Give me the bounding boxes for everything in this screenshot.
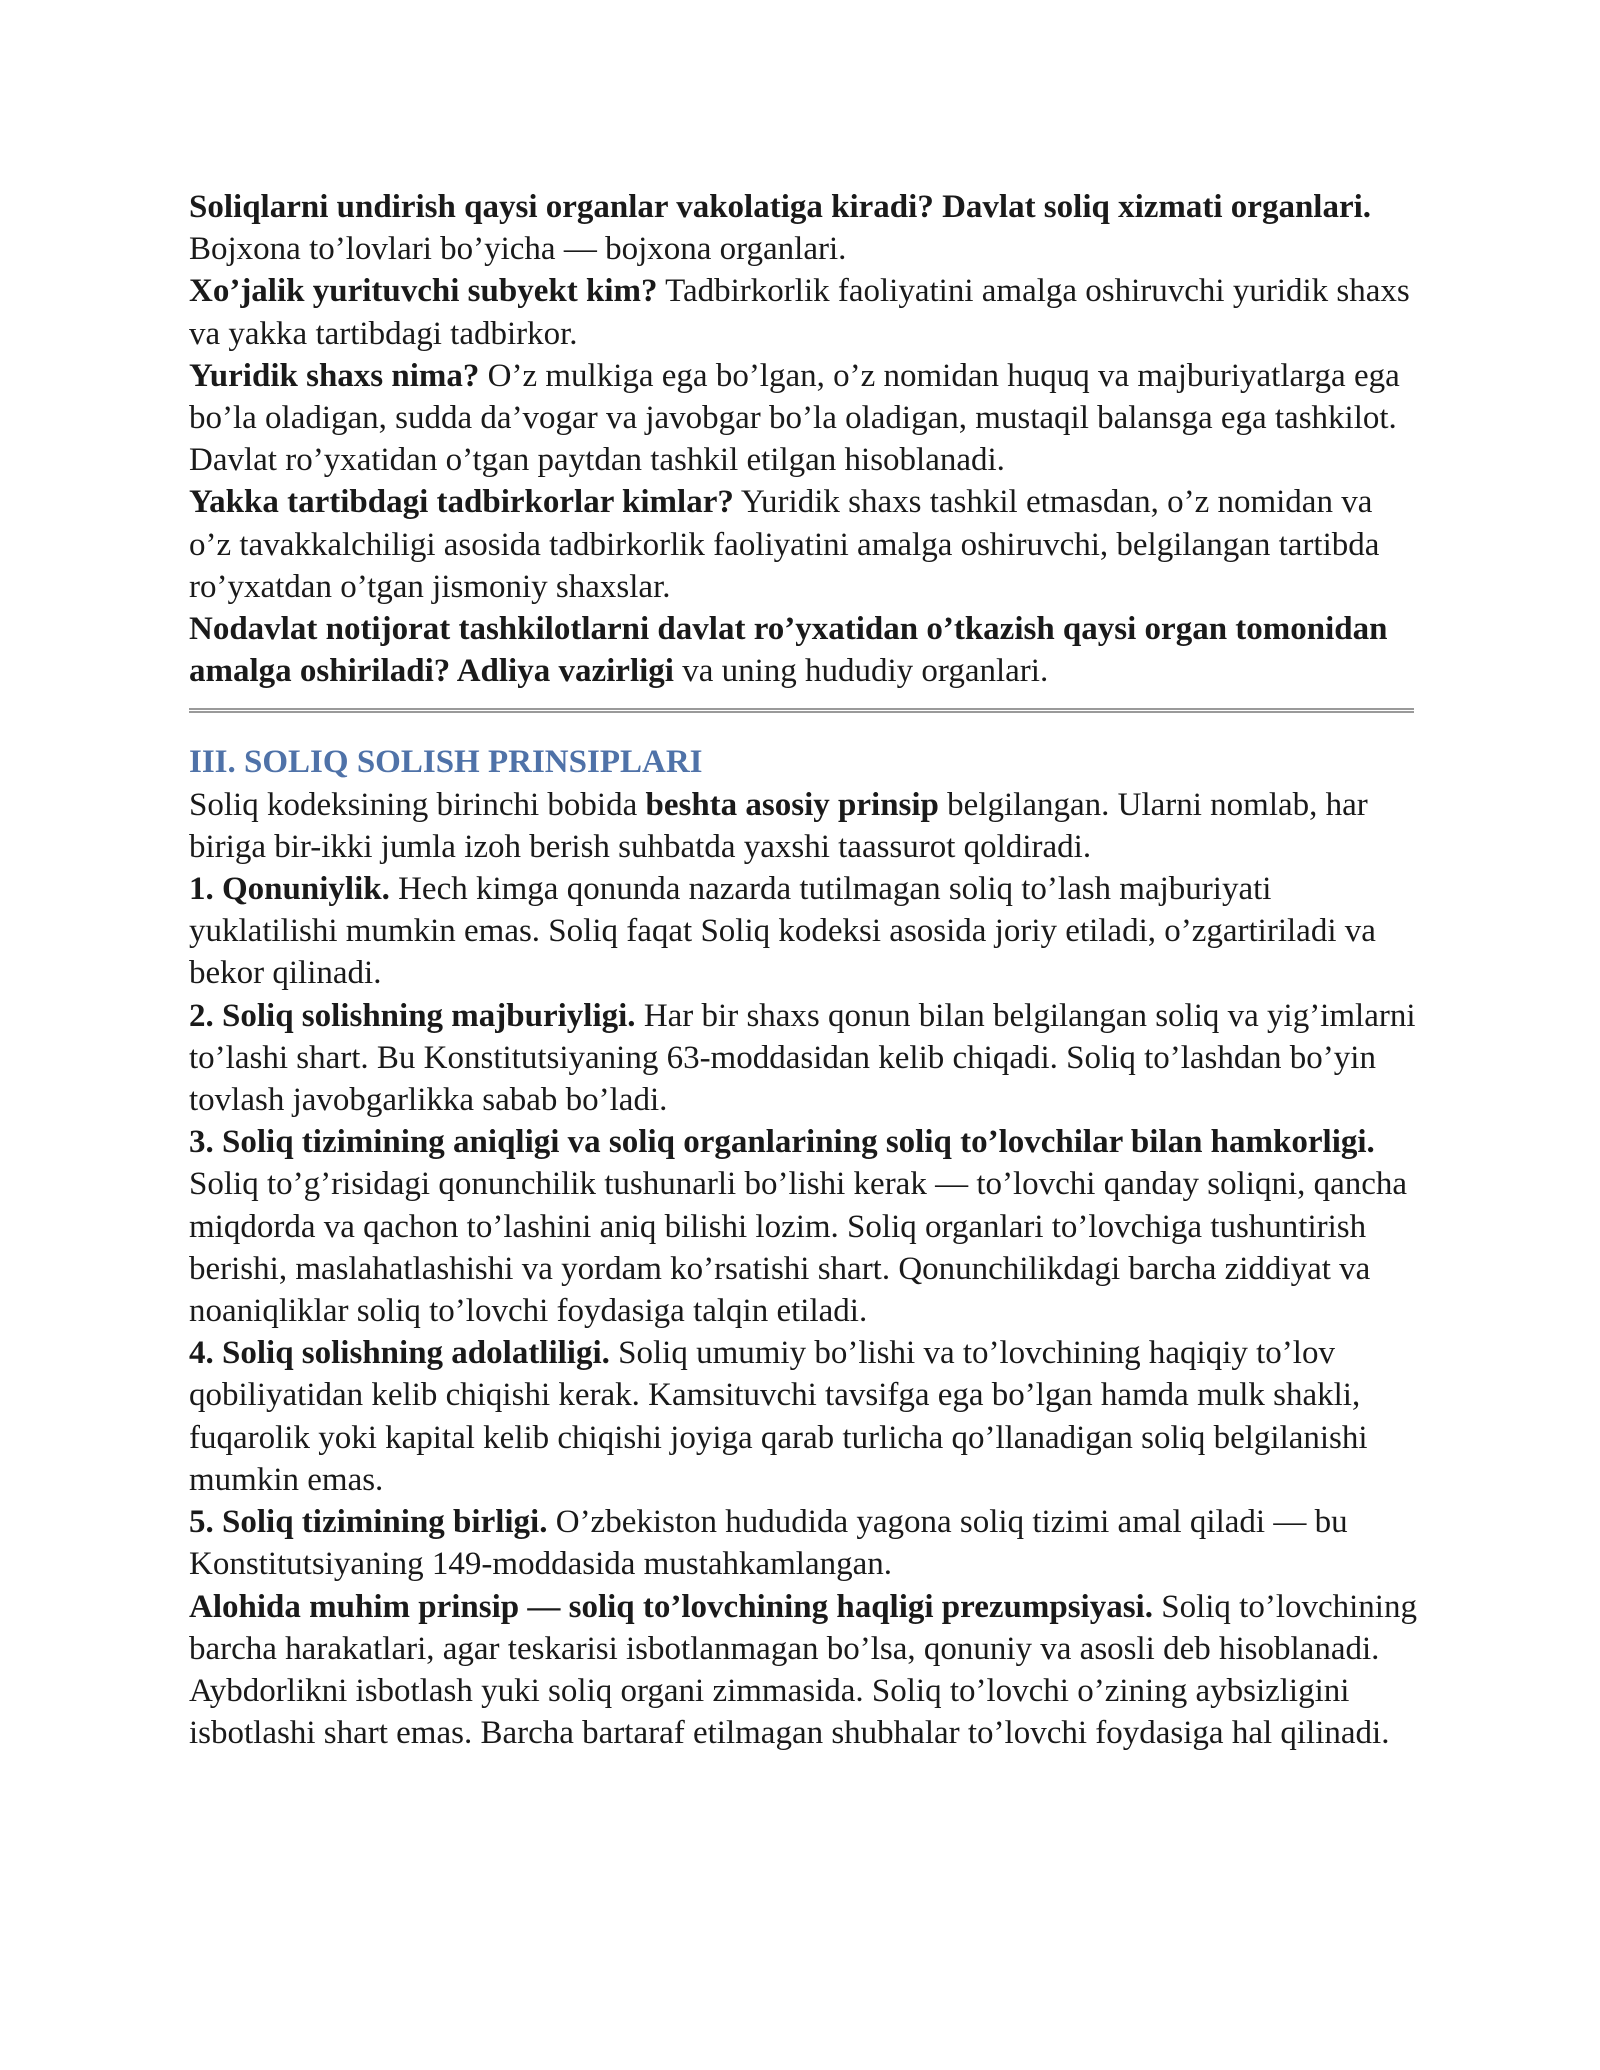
principle-item bbox=[189, 1501, 1419, 1585]
principle-text: Soliq to’lovchining barcha harakatlari, agar teskarisi isbotlanmagan bo’lsa, qonuniy va asosli deb hisoblanadi. Aybdorlikni isbotlash yuki soliq organi zimmasida. Soliq to’lovchi o’zining aybsizligini isbotlashi shart emas. Barcha bartaraf etilmagan shubhalar to’lovchi foydasiga hal qilinadi. bbox=[189, 1588, 1417, 1752]
principle-title: 5. Soliq tizimining birligi. bbox=[189, 1504, 548, 1541]
qa-question: Yakka tartibdagi tadbirkorlar kimlar? bbox=[189, 484, 734, 521]
qa-item bbox=[189, 608, 1419, 692]
principle-item bbox=[189, 1586, 1419, 1755]
qa-item bbox=[189, 481, 1419, 608]
section-heading: III. SOLIQ SOLISH PRINSIPLARI bbox=[189, 744, 703, 781]
principle-item bbox=[189, 1332, 1419, 1501]
principle-title: 1. Qonuniylik. bbox=[189, 871, 390, 908]
qa-question: Yuridik shaxs nima? bbox=[189, 357, 480, 394]
document-page bbox=[189, 186, 1419, 1754]
principle-text: O’zbekiston hududida yagona soliq tizimi amal qiladi — bu Konstitutsiyaning 149-moddasida mustahkamlangan. bbox=[189, 1504, 1348, 1583]
qa-answer: Tadbirkorlik faoliyatini amalga oshiruvchi yuridik shaxs va yakka tartibdagi tadbirkor. bbox=[189, 273, 1410, 352]
principle-title: 3. Soliq tizimining aniqligi va soliq organlarining soliq to’lovchilar bilan hamkorligi. bbox=[189, 1124, 1375, 1161]
qa-answer: Bojxona to’lovlari bo’yicha — bojxona organlari. bbox=[189, 231, 847, 268]
qa-answer: O’z mulkiga ega bo’lgan, o’z nomidan huquq va majburiyatlarga ega bo’la oladigan, sudda da’vogar va javobgar bo’la oladigan, mustaqil balansga ega tashkilot. Davlat ro’yxatidan o’tgan paytdan tashkil etilgan hisoblanadi. bbox=[189, 357, 1400, 479]
section-divider bbox=[189, 708, 1414, 713]
principle-text: Hech kimga qonunda nazarda tutilmagan soliq to’lash majburiyati yuklatilishi mumkin emas. Soliq faqat Soliq kodeksi asosida joriy etiladi, o’zgartiriladi va bekor qilinadi. bbox=[189, 871, 1376, 992]
principle-title: 4. Soliq solishning adolatliligi. bbox=[189, 1335, 610, 1372]
principle-item bbox=[189, 995, 1419, 1122]
section-intro bbox=[189, 784, 1419, 868]
principle-text: Soliq to’g’risidagi qonunchilik tushunarli bo’lishi kerak — to’lovchi qanday soliqni, qancha miqdorda va qachon to’lashini aniq bilishi lozim. Soliq organlari to’lovchiga tushuntirish berishi, maslahatlashishi va yordam ko’rsatishi shart. Qonunchilikdagi barcha ziddiyat va noaniqliklar soliq to’lovchi foydasiga talqin etiladi. bbox=[189, 1166, 1408, 1330]
intro-emphasis: beshta asosiy prinsip bbox=[645, 786, 939, 823]
qa-answer: va uning hududiy organlari. bbox=[673, 653, 1049, 690]
intro-text: belgilangan. Ularni nomlab, har biriga bir-ikki jumla izoh berish suhbatda yaxshi taassurot qoldiradi. bbox=[189, 786, 1368, 865]
principle-title: 2. Soliq solishning majburiyligi. bbox=[189, 997, 636, 1034]
qa-question: Nodavlat notijorat tashkilotlarni davlat ro’yxatidan o’tkazish qaysi organ tomonidan amalga oshiriladi? Adliya vazirligi bbox=[189, 611, 1388, 690]
qa-item bbox=[189, 270, 1419, 354]
qa-question: Soliqlarni undirish qaysi organlar vakolatiga kiradi? Davlat soliq xizmati organlari. bbox=[189, 189, 1372, 225]
principle-text: Har bir shaxs qonun bilan belgilangan soliq va yig’imlarni to’lashi shart. Bu Konstitutsiyaning 63-moddasidan kelib chiqadi. Soliq to’lashdan bo’yin tovlash javobgarlikka sabab bo’ladi. bbox=[189, 997, 1416, 1119]
principle-text: Soliq umumiy bo’lishi va to’lovchining haqiqiy to’lov qobiliyatidan kelib chiqishi kerak. Kamsituvchi tavsifga ega bo’lgan hamda mulk shakli, fuqarolik yoki kapital kelib chiqishi joyiga qarab turlicha qo’llanadigan soliq belgilanishi mumkin emas. bbox=[189, 1335, 1368, 1498]
principle-item bbox=[189, 1121, 1419, 1332]
qa-question: Xo’jalik yurituvchi subyekt kim? bbox=[189, 273, 658, 310]
principle-title: Alohida muhim prinsip — soliq to’lovchining haqligi prezumpsiyasi. bbox=[189, 1588, 1153, 1625]
qa-item bbox=[189, 355, 1419, 482]
qa-item bbox=[189, 186, 1419, 270]
qa-answer: Yuridik shaxs tashkil etmasdan, o’z nomidan va o’z tavakkalchiligi asosida tadbirkorlik faoliyatini amalga oshiruvchi, belgilangan tartibda ro’yxatdan o’tgan jismoniy shaxslar. bbox=[189, 484, 1380, 605]
intro-text: Soliq kodeksining birinchi bobida bbox=[189, 786, 646, 823]
principle-item bbox=[189, 868, 1419, 995]
